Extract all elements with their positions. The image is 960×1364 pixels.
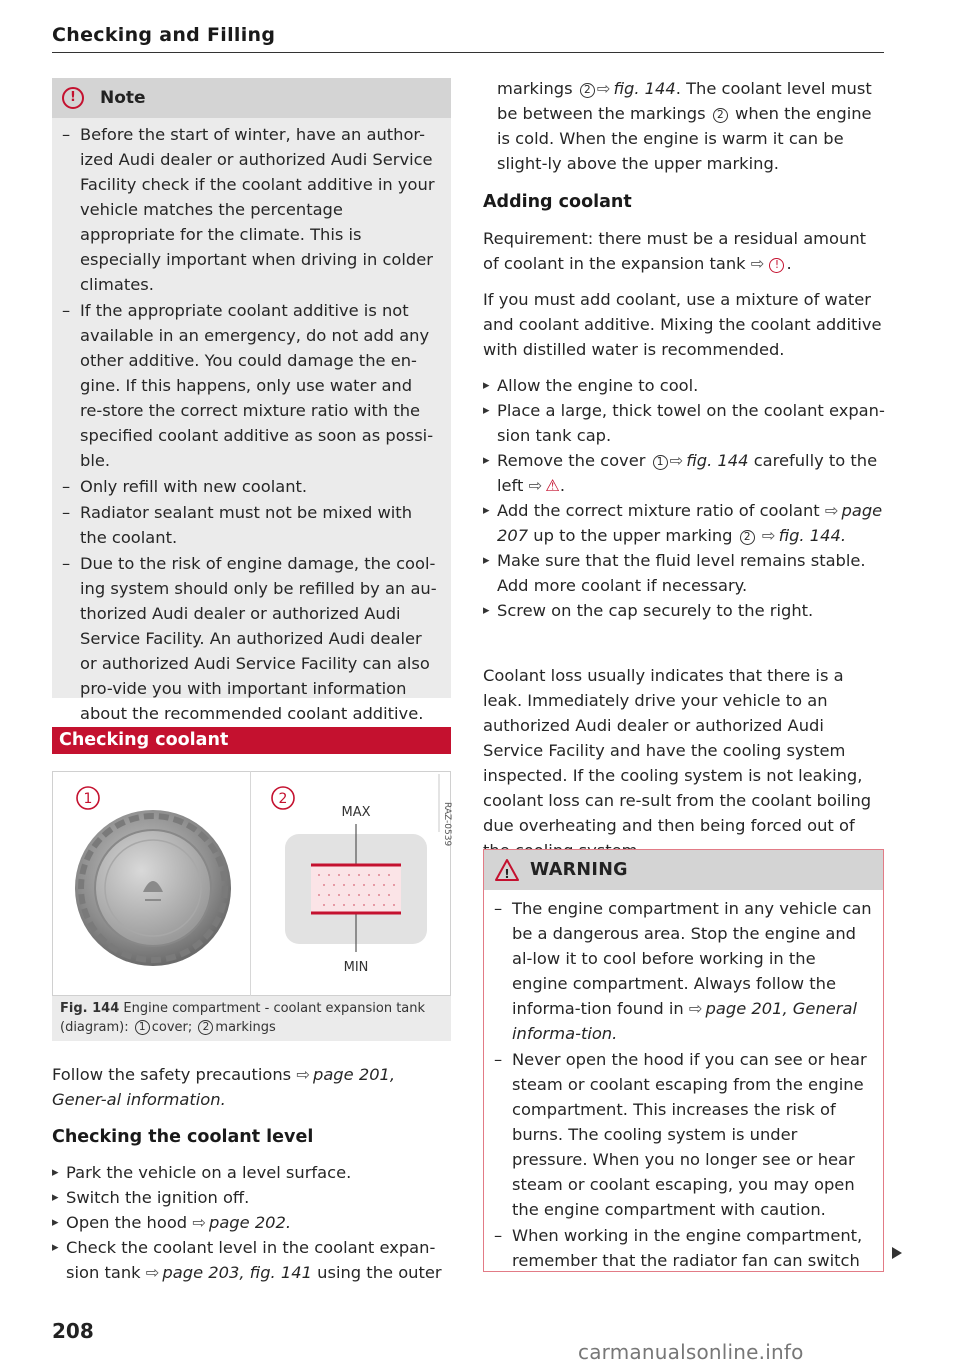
list-item: ▸ Allow the engine to cool. (483, 373, 885, 398)
note-box (52, 78, 451, 723)
figure-caption (52, 999, 451, 1037)
arrow-icon: ⇨ (750, 254, 765, 273)
list-item: ▸ Open the hood ⇨ page 202. (52, 1210, 452, 1235)
arrow-icon: ⇨ (688, 999, 703, 1018)
list-item: ▸ Remove the cover 1 ⇨ fig. 144 carefully to the left ⇨ ⚠. (483, 448, 885, 498)
markings-paragraph (483, 76, 883, 176)
label-2-text: 2 (278, 791, 288, 807)
para-text: Requirement: there must be a residual amount of coolant in the expansion tank (483, 229, 867, 273)
watermark: carmanualsonline.info (578, 1340, 804, 1364)
header-rule (52, 52, 884, 53)
coolant-tank-diagram (53, 772, 450, 995)
continue-arrow-icon (892, 1247, 902, 1259)
arrow-icon: ⇨ (192, 1213, 206, 1232)
section-heading: Checking coolant (52, 727, 451, 754)
requirement-paragraph: Requirement: there must be a residual amount of coolant in the expansion tank ⇨ ! . (483, 229, 867, 273)
checking-level-heading: Checking the coolant level (52, 1127, 314, 1147)
mixture-paragraph: If you must add coolant, use a mixture of water and coolant additive. Mixing the coolant additive with distilled water is recommended. (483, 290, 882, 359)
note-item: – Only refill with new coolant. (62, 474, 439, 499)
list-item-text: Add the correct mixture ratio of coolant (497, 501, 820, 520)
caption-cover: cover; (151, 1020, 193, 1035)
figure-144 (52, 771, 451, 1041)
arrow-icon: ⇨ (528, 476, 543, 495)
list-item: ▸ Screw on the cap securely to the right. (483, 598, 885, 623)
svg-text:!: ! (504, 867, 510, 881)
warning-item: – Never open the hood if you can see or hear steam or coolant escaping from the engine compartment. This increases the risk of burns. The cooling system is under pressure. When you no longer see or hear steam or coolant escaping, you may open the engine compartment with caution. (494, 1047, 873, 1222)
list-item: ▸ Switch the ignition off. (52, 1185, 452, 1210)
page-ref-link[interactable]: fig. 144 (778, 526, 841, 545)
list-item-text: carefully to the left (497, 451, 878, 495)
note-header (52, 78, 451, 118)
warning-list (484, 890, 883, 1273)
max-label: MAX (341, 805, 371, 820)
note-ref-icon: ! (769, 258, 784, 273)
note-label: Note (100, 88, 146, 108)
note-list (52, 118, 451, 726)
list-item-text: Check the coolant level in the coolant expan-sion tank (66, 1238, 436, 1282)
figure-number: Fig. 144 (60, 1001, 120, 1016)
figure-caption-text: Engine compartment - coolant expansion tank (diagram): (60, 1001, 426, 1035)
page-ref-link[interactable]: fig. 144 (613, 79, 676, 98)
list-item-text: up to the upper marking (533, 526, 733, 545)
arrow-icon: ⇨ (761, 526, 776, 545)
warning-text: The engine compartment in any vehicle can be a dangerous area. Stop the engine and al-low it to cool before working in the engine compartment. Always follow the informa-tion found in (512, 899, 872, 1018)
note-item: – If the appropriate coolant additive is not available in an emergency, do not add any other additive. You could damage the en-gine. If this happens, only use water and re-store the correct mixture ratio with the specified coolant additive as soon as possi-ble. (62, 298, 439, 473)
note-item: – Radiator sealant must not be mixed with the coolant. (62, 500, 439, 550)
page-ref-link[interactable]: page 201, General informa-tion (512, 999, 857, 1043)
list-item: ▸ Park the vehicle on a level surface. (52, 1160, 452, 1185)
label-1-marker (77, 787, 99, 809)
min-label: MIN (343, 960, 369, 975)
note-item: – Before the start of winter, have an author-ized Audi dealer or authorized Audi Service Facility check if the coolant additive in your vehicle matches the percentage appropriate for the climate. This is especially important when driving in colder climates. (62, 122, 439, 297)
callout-2-icon: 2 (198, 1020, 213, 1035)
callout-2-icon: 2 (713, 108, 728, 123)
warning-item: – When working in the engine compartment, remember that the radiator fan can switch (494, 1223, 873, 1273)
para-text: when the engine is cold. When the engine is warm it can be slight-ly above the upper marking. (497, 104, 872, 173)
note-item: – Due to the risk of engine damage, the cool-ing system should only be refilled by an au-thorized Audi dealer or authorized Audi Service Facility. An authorized Audi dealer or authorized Audi Service Facility can also pro-vide you with important information about the recommended coolant additive. (62, 551, 439, 726)
arrow-icon: ⇨ (145, 1263, 160, 1282)
label-2-marker (272, 787, 294, 809)
label-1-text: 1 (83, 791, 93, 807)
follow-safety-paragraph: Follow the safety precautions ⇨ page 201, Gener-al information. (52, 1065, 396, 1109)
callout-2-icon: 2 (580, 83, 595, 98)
warning-box (483, 849, 884, 1272)
checking-steps-list (52, 1160, 452, 1285)
para-text: markings (497, 79, 573, 98)
expansion-tank-cap (75, 810, 231, 966)
warning-triangle-icon (494, 858, 520, 882)
para-text: . The coolant level must be between the markings (497, 79, 872, 123)
page-ref-link[interactable]: page 202 (208, 1213, 286, 1232)
arrow-icon: ⇨ (596, 79, 611, 98)
list-item-text: Remove the cover (497, 451, 646, 470)
page-ref-link[interactable]: fig. 144 (686, 451, 749, 470)
list-item (52, 1235, 452, 1285)
follow-text: Follow the safety precautions (52, 1065, 292, 1084)
arrow-icon: ⇨ (669, 451, 684, 470)
warning-triangle-icon: ⚠ (545, 476, 560, 495)
page-ref-link[interactable]: page 207 (497, 501, 883, 545)
list-item: ▸ Place a large, thick towel on the coolant expan-sion tank cap. (483, 398, 885, 448)
warning-item: – The engine compartment in any vehicle can be a dangerous area. Stop the engine and al-low it to cool before working in the engine compartment. Always follow the informa-tion found in ⇨ page 201, General informa-tion. (494, 896, 873, 1046)
callout-2-icon: 2 (740, 530, 755, 545)
list-item-text: using the outer (317, 1263, 442, 1282)
page-ref-link[interactable]: page 201, Gener-al information (52, 1065, 396, 1109)
figure-divider (250, 771, 251, 996)
adding-steps-list (483, 373, 885, 623)
coolant-loss-paragraph: Coolant loss usually indicates that there is a leak. Immediately drive your vehicle to an authorized Audi dealer or authorized Audi Service Facility and have the cooling system inspected. If the cooling system is not leaking, coolant loss can re-sult from the coolant boiling due overheating and then being forced out of (483, 666, 872, 835)
list-item: ▸ Make sure that the fluid level remains stable. Add more coolant if necessary. (483, 548, 885, 598)
figure-code: RAZ-0539 (442, 802, 452, 847)
warning-header (484, 850, 883, 890)
arrow-icon: ⇨ (296, 1065, 310, 1084)
caption-markings: markings (215, 1020, 276, 1035)
list-item: ▸ Add the correct mixture ratio of coolant ⇨ page 207 up to the upper marking 2 ⇨ fig. 144. (483, 498, 885, 548)
arrow-icon: ⇨ (824, 501, 839, 520)
page-header-title: Checking and Filling (52, 24, 276, 46)
callout-1-icon: 1 (653, 455, 668, 470)
list-item-text: Open the hood (66, 1213, 188, 1232)
warning-label: WARNING (530, 860, 628, 880)
callout-1-icon: 1 (135, 1020, 150, 1035)
adding-coolant-heading: Adding coolant (483, 192, 632, 212)
page-number: 208 (52, 1319, 94, 1343)
page-ref-link[interactable]: page 203, fig. 141 (162, 1263, 312, 1282)
coolant-level-window (285, 824, 427, 952)
exclamation-circle-icon: ! (62, 87, 84, 109)
figure-canvas (52, 771, 451, 996)
